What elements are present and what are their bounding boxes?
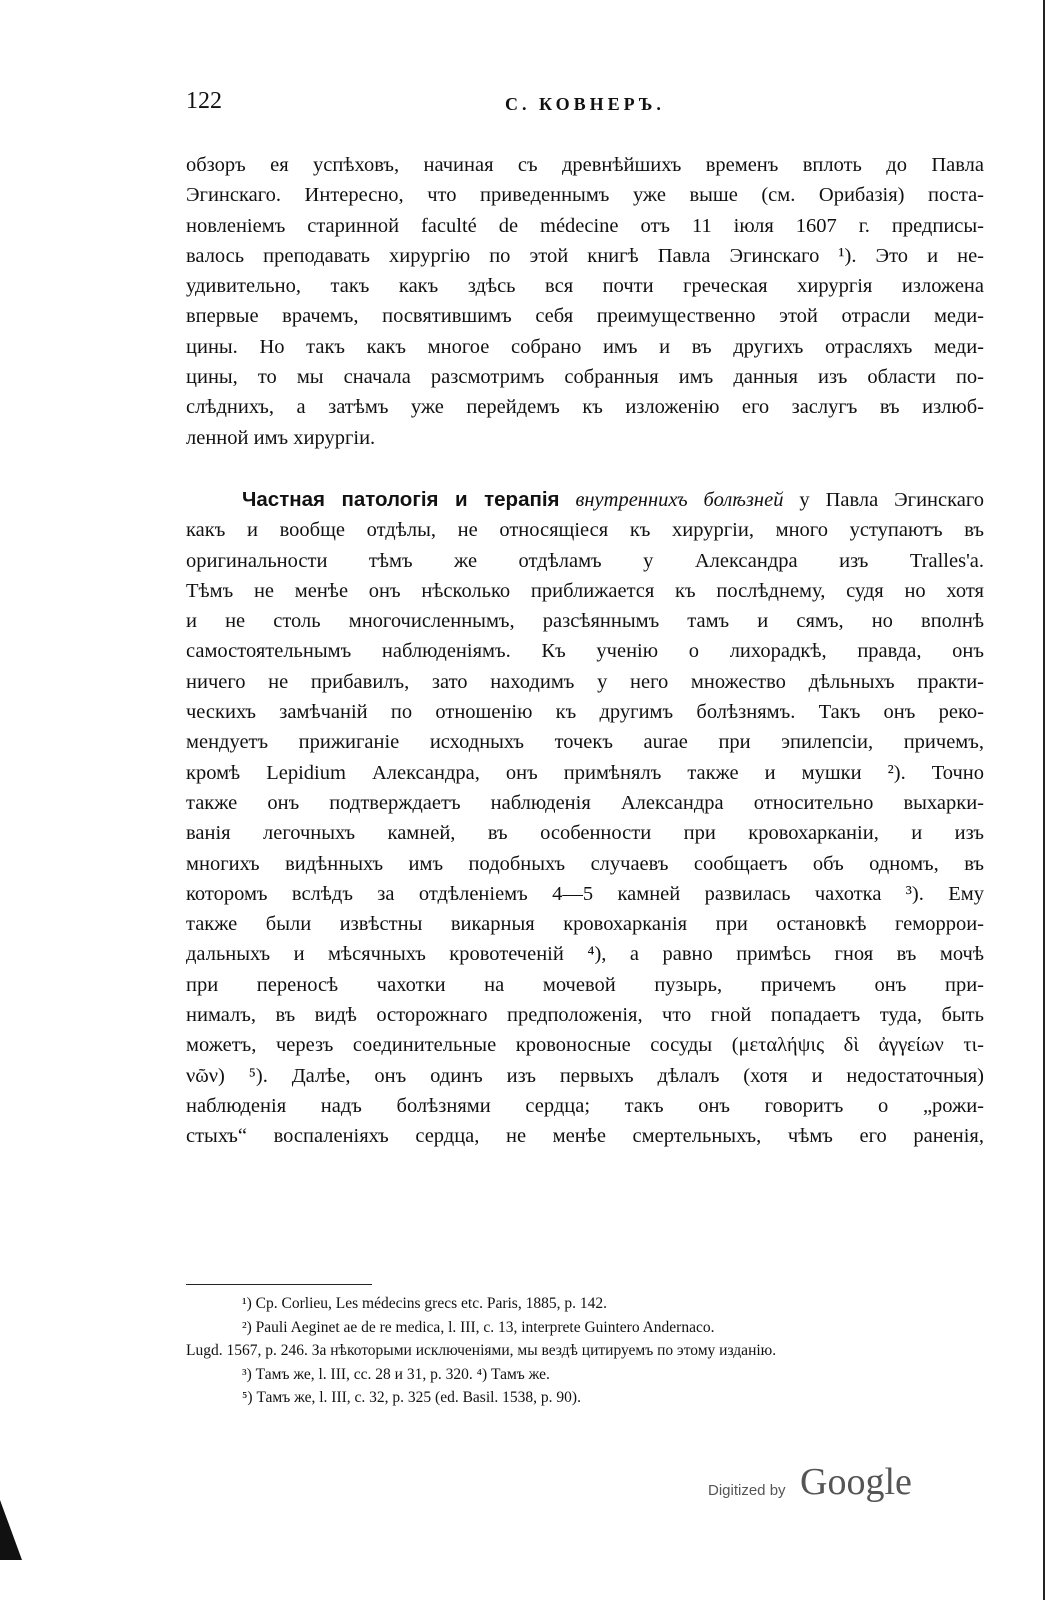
text-line: Эгинскаго. Интересно, что приведеннымъ уже выше (см. Орибазія) поста- (186, 184, 984, 207)
paragraph-2 (186, 485, 984, 1152)
text-line: нималъ, въ видѣ осторожнаго предположенія, что гной попадаетъ туда, быть (186, 1004, 984, 1027)
text-line: самостоятельнымъ наблюденіямъ. Къ ученію о лихорадкѣ, правда, онъ (186, 640, 984, 663)
text-line: можетъ, черезъ соединительные кровоносные сосуды (μεταλήψις δὶ ἀγγείων τι- (186, 1034, 984, 1057)
footnote-1: ¹) Cp. Corlieu, Les médecins grecs etc. Paris, 1885, p. 142. (242, 1295, 607, 1312)
text-line: слѣднихъ, а затѣмъ уже перейдемъ къ изложенію его заслугъ въ излюб- (186, 396, 984, 419)
page-edge-line (1043, 0, 1045, 1600)
footnotes (186, 1292, 984, 1410)
footnote-3-4: ³) Тамъ же, l. III, cc. 28 и 31, p. 320. ⁴) Тамъ же. (242, 1365, 550, 1383)
text-line: ванія легочныхъ камней, въ особенности при кровохарканіи, и изъ (186, 822, 984, 845)
text-line: ничего не прибавилъ, зато находимъ у него множество дѣльныхъ практи- (186, 670, 984, 693)
text-line: впервые врачемъ, посвятившимъ себя преимущественно этой отрасли меди- (186, 305, 984, 328)
text-line: стыхъ“ воспаленіяхъ сердца, не менѣе смертельныхъ, чѣмъ его раненія, (186, 1125, 984, 1148)
text-line: обзоръ ея успѣховъ, начиная съ древнѣйшихъ временъ вплоть до Павла (186, 154, 984, 176)
text-line: ленной имъ хирургіи. (186, 426, 376, 449)
text-line: Тѣмъ не менѣе онъ нѣсколько приближается къ послѣднему, судя но хотя (186, 579, 984, 602)
text-line: наблюденія надъ болѣзнями сердца; такъ онъ говоритъ о „рожи- (186, 1094, 984, 1117)
text-line: оригинальности тѣмъ же отдѣламъ у Александра изъ Tralles'а. (186, 549, 984, 572)
text-line: удивительно, такъ какъ здѣсь вся почти греческая хирургія изложена (186, 275, 984, 298)
watermark-prefix: Digitized by (708, 1482, 786, 1499)
text-line: и не столь многочисленнымъ, разсѣяннымъ тамъ и сямъ, но вполнѣ (186, 610, 984, 633)
text-line: при переносѣ чахотки на мочевой пузырь, причемъ онъ при- (186, 973, 984, 996)
text-line: которомъ вслѣдъ за отдѣленіемъ 4—5 камней развилась чахотка ³). Ему (186, 882, 984, 905)
section-heading-italic: внутреннихъ болѣзней (575, 488, 784, 511)
footnote-divider (186, 1284, 372, 1285)
section-heading-line (186, 485, 984, 515)
text-line: мендуетъ прижиганіе исходныхъ точекъ aurae при эпилепсіи, причемъ, (186, 731, 984, 754)
text-line: многихъ видѣнныхъ имъ подобныхъ случаевъ сообщаетъ объ одномъ, въ (186, 852, 984, 875)
text-line: какъ и вообще отдѣлы, не относящіеся къ хирургіи, много уступаютъ въ (186, 519, 984, 542)
text-line: νῶν) ⁵). Далѣе, онъ одинъ изъ первыхъ дѣлалъ (хотя и недостаточныя) (186, 1064, 984, 1087)
page-header (186, 88, 984, 124)
text-line: также были извѣстны викарныя кровохарканія при остановкѣ геморрои- (186, 913, 984, 936)
text-line: валось преподавать хирургію по этой книгѣ Павла Эгинскаго ¹). Это и не- (186, 244, 984, 267)
section-heading-bold: Частная патологія и терапія (242, 487, 560, 511)
text-line: цины, то мы сначала разсмотримъ собранныя имъ данныя изъ области по- (186, 366, 984, 389)
google-logo: Google (800, 1461, 912, 1503)
footnote-5: ⁵) Тамъ же, l. III, c. 32, p. 325 (ed. Basil. 1538, p. 90). (242, 1389, 581, 1407)
text-line: также онъ подтверждаетъ наблюденія Александра относительно выхарки- (186, 791, 984, 814)
page-number: 122 (186, 88, 222, 114)
digitized-by-watermark (708, 1460, 928, 1510)
paragraph-1 (186, 150, 984, 453)
body-text (186, 150, 984, 1152)
text-line: дальныхъ и мѣсячныхъ кровотеченій ⁴), а равно примѣсь гноя въ мочѣ (186, 943, 984, 966)
running-title: С. КОВНЕРЪ. (505, 94, 665, 114)
text-line: кромѣ Lepidium Александра, онъ примѣнялъ также и мушки ²). Точно (186, 761, 984, 784)
text-line: ческихъ замѣчаній по отношенію къ другимъ болѣзнямъ. Такъ онъ реко- (186, 701, 984, 724)
footnote-2-continued: Lugd. 1567, p. 246. За нѣкоторыми исключеніями, мы вездѣ цитируемъ по этому изданію. (186, 1342, 777, 1360)
text-line: новленіемъ старинной faculté de médecine отъ 11 іюля 1607 г. предписы- (186, 214, 984, 237)
section-heading-rest: у Павла Эгинскаго (799, 488, 985, 511)
text-line: цины. Но такъ какъ многое собрано имъ и въ другихъ отрасляхъ меди- (186, 335, 984, 358)
footnote-2: ²) Pauli Aeginet ae de re medica, l. III, c. 13, interprete Guintero Andernaco. (242, 1318, 715, 1336)
scan-corner-mark (0, 1500, 22, 1560)
